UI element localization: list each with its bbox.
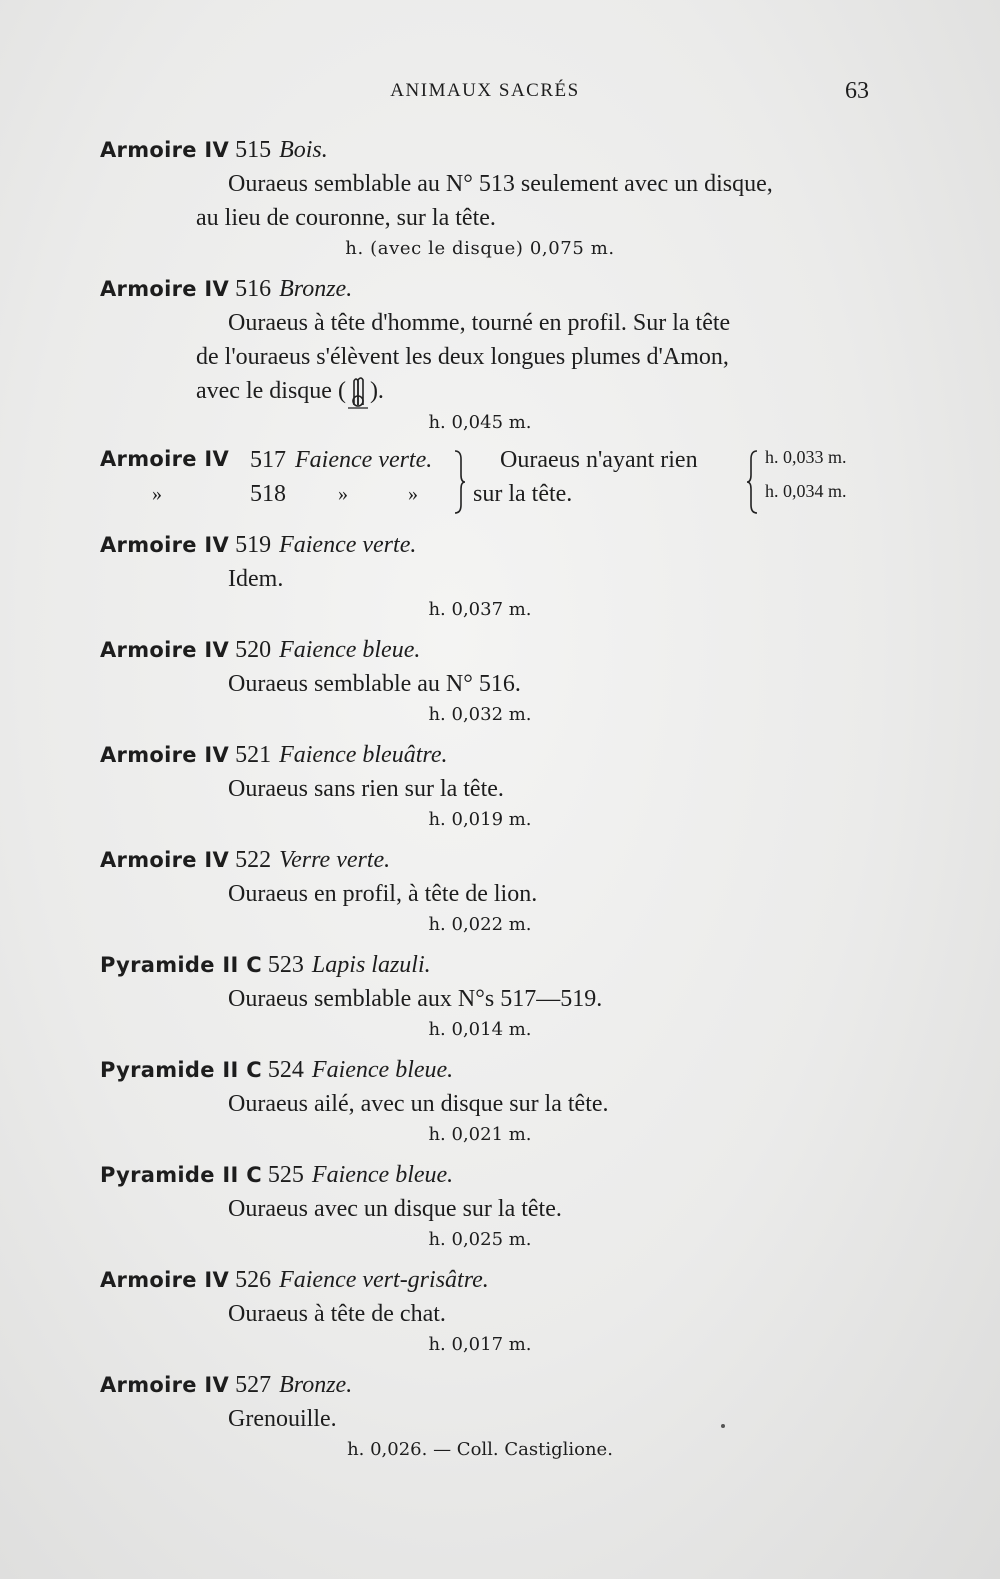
entry-number: 524 [267,1057,304,1084]
catalog-entry-520 [100,634,875,729]
entry-description: Ouraeus avec un disque sur la tête. [228,1196,562,1223]
entry-material: Faience verte. [279,532,417,559]
entry-material: Verre verte. [279,847,391,874]
catalog-entry-522 [100,844,875,939]
entry-number: 516 [235,276,272,302]
entry-description: Ouraeus ailé, avec un disque sur la tête. [228,1091,609,1118]
entry-measure: h. 0,026. — Coll. Castiglione. [347,1439,613,1461]
entry-material: Faience bleuâtre. [279,742,448,769]
ditto-mark: » [408,483,418,506]
entry-description: Ouraeus n'ayant rien [500,447,698,474]
entry-description-cont: au lieu de couronne, sur la tête. [196,205,496,231]
entry-measure: h. 0,045 m. [428,412,532,434]
entry-number: 527 [235,1372,272,1399]
catalog-entry-521 [100,739,875,834]
entry-location: Pyramide II C [100,1163,262,1188]
entry-description: Ouraeus semblable au N° 516. [228,671,521,698]
running-header: ANIMAUX SACRÉS [390,80,580,101]
entry-material: Faience vert-grisâtre. [279,1267,489,1294]
entry-description: Ouraeus à tête de chat. [228,1301,446,1328]
entry-location: Pyramide II C [100,953,262,978]
catalog-entry-527 [100,1369,875,1464]
catalog-entry-526 [100,1264,875,1359]
entry-number: 520 [235,637,272,664]
entry-location: Armoire IV [100,1373,230,1398]
entry-number: 518 [250,481,286,508]
entry-material: Faience bleue. [311,1162,454,1189]
entry-material: Bronze. [279,1372,353,1399]
entry-measure: h. 0,032 m. [428,704,532,726]
entry-description: Ouraeus semblable au N° 513 seulement avec un disque, [228,171,773,197]
catalog-entry-519 [100,529,875,624]
entry-number: 526 [235,1267,272,1294]
entry-number: 525 [267,1162,304,1189]
entry-measure: h. 0,021 m. [428,1124,532,1146]
catalog-entries [100,134,875,1474]
entry-description: Ouraeus sans rien sur la tête. [228,776,504,803]
catalog-entry-516 [100,273,875,437]
ditto-mark: » [152,483,162,506]
entry-description: Ouraeus à tête d'homme, tourné en profil. Sur la tête [228,310,731,336]
entry-measure: h. 0,019 m. [428,809,532,831]
entry-description: Ouraeus en profil, à tête de lion. [228,881,538,908]
right-brace-icon [452,449,466,515]
entry-number: 515 [235,137,272,163]
entry-description: Idem. [228,566,284,593]
left-brace-icon [746,449,760,515]
entry-location: Armoire IV [100,638,230,663]
page-number: 63 [845,78,869,104]
entry-material: Faience bleue. [279,637,421,664]
entry-location: Armoire IV [100,447,230,472]
catalog-entry-group-517-518 [100,447,875,519]
entry-description-cont: ). [369,378,384,404]
ink-speck [721,1424,725,1428]
entry-measure: h. (avec le disque) 0,075 m. [345,238,615,259]
entry-measure: h. 0,025 m. [428,1229,532,1251]
entry-location: Armoire IV [100,848,230,873]
catalog-entry-523 [100,949,875,1044]
entry-measure: h. 0,017 m. [428,1334,532,1356]
catalog-entry-524 [100,1054,875,1149]
entry-material: Bois. [279,137,328,163]
entry-location: Pyramide II C [100,1058,262,1083]
entry-material: Faience verte. [295,447,433,474]
entry-number: 522 [235,847,272,874]
entry-description-cont: avec le disque ( [196,378,346,404]
entry-number: 521 [235,742,272,769]
entry-measure: h. 0,014 m. [428,1019,532,1041]
entry-number: 517 [250,447,286,474]
entry-measure: h. 0,034 m. [765,481,847,502]
entry-measure: h. 0,037 m. [428,599,532,621]
entry-material: Lapis lazuli. [311,952,431,979]
entry-location: Armoire IV [100,743,230,768]
entry-description: Ouraeus semblable aux N°s 517—519. [228,986,603,1013]
entry-description: Grenouille. [228,1406,337,1433]
entry-number: 523 [267,952,304,979]
entry-description-cont: de l'ouraeus s'élèvent les deux longues plumes d'Amon, [196,344,729,370]
entry-number: 519 [235,532,272,559]
entry-location: Armoire IV [100,533,230,558]
catalog-entry-525 [100,1159,875,1254]
entry-measure: h. 0,022 m. [428,914,532,936]
entry-location: Armoire IV [100,138,230,162]
entry-location: Armoire IV [100,277,230,301]
entry-location: Armoire IV [100,1268,230,1293]
feathers-disk-hieroglyph-icon [346,375,370,409]
catalog-entry-515 [100,134,875,263]
entry-material: Faience bleue. [311,1057,454,1084]
entry-material: Bronze. [279,276,353,302]
entry-measure: h. 0,033 m. [765,447,847,468]
entry-description-cont: sur la tête. [473,481,573,508]
ditto-mark: » [338,483,348,506]
